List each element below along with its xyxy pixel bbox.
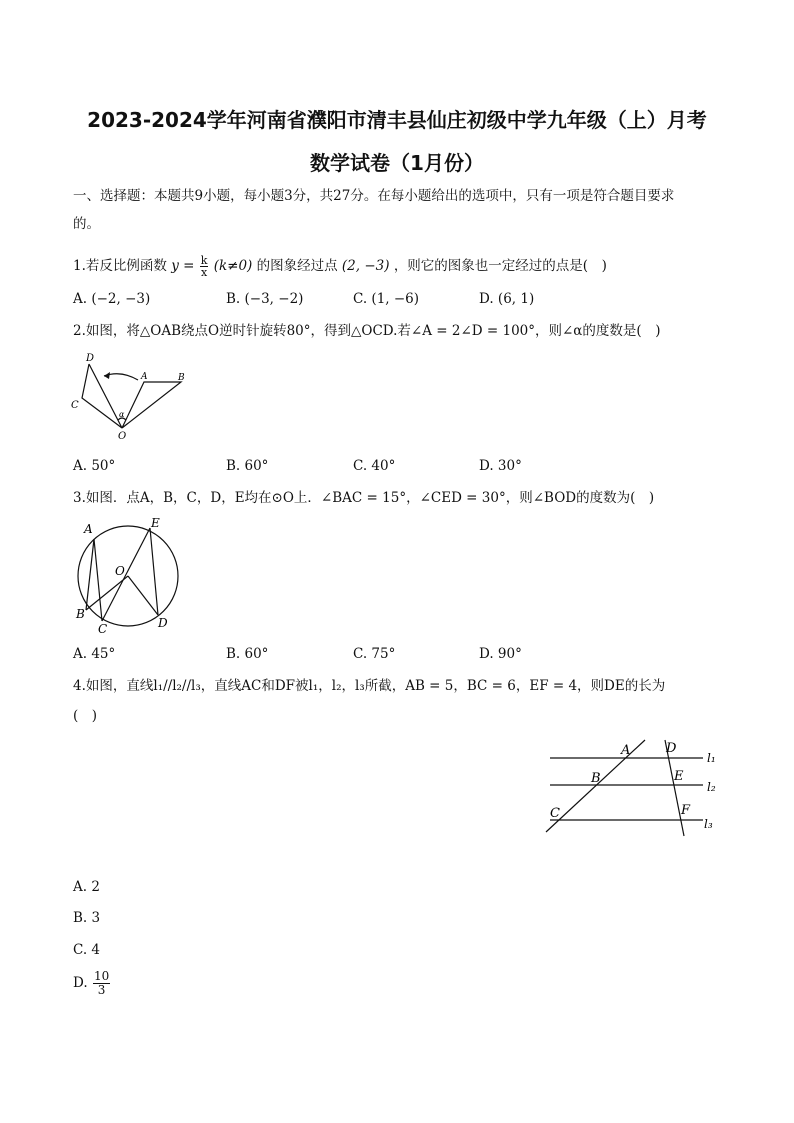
q1-frac-den: x bbox=[200, 266, 208, 279]
q1-mid: 的图象经过点 bbox=[256, 258, 338, 274]
q2-label-c: C bbox=[71, 400, 79, 411]
q3-label-o: O bbox=[115, 564, 125, 578]
q4-label-c: C bbox=[550, 806, 560, 821]
q2-label-a: A bbox=[141, 372, 148, 382]
q3-figure bbox=[72, 514, 184, 636]
q4-label-d: D bbox=[666, 741, 677, 756]
q4-label-l1: l₁ bbox=[707, 751, 716, 765]
section-heading-line2: 的。 bbox=[73, 216, 100, 232]
q1-option-c[interactable]: C. (1, −6) bbox=[353, 291, 420, 307]
q3-option-a[interactable]: A. 45° bbox=[73, 646, 116, 662]
q2-arrowhead bbox=[104, 372, 110, 379]
q3-chord-ec bbox=[102, 528, 150, 621]
q2-option-a[interactable]: A. 50° bbox=[73, 458, 116, 474]
q1-frac-num: k bbox=[200, 254, 208, 267]
q1-suffix: ，则它的图象也一定经过的点是( ) bbox=[393, 258, 607, 274]
q2-option-d[interactable]: D. 30° bbox=[479, 458, 522, 474]
q3-option-d[interactable]: D. 90° bbox=[479, 646, 522, 662]
q4-figure bbox=[540, 736, 725, 838]
q1-func-lhs: y = bbox=[171, 258, 195, 274]
q3-label-e: E bbox=[151, 516, 160, 530]
q2-label-alpha: α bbox=[119, 410, 125, 419]
q3-option-c[interactable]: C. 75° bbox=[353, 646, 396, 662]
q2-option-b[interactable]: B. 60° bbox=[226, 458, 269, 474]
q4-option-d-prefix: D. bbox=[73, 975, 88, 991]
q4-label-l3: l₃ bbox=[704, 817, 713, 831]
q3-chord-ab bbox=[86, 539, 94, 610]
q4-label-l2: l₂ bbox=[707, 780, 716, 794]
question-4-line2: ( ) bbox=[73, 708, 98, 724]
page-title-line2: 数学试卷（1月份） bbox=[310, 151, 484, 175]
q4-label-e: E bbox=[674, 769, 684, 784]
question-4-line1: 4.如图，直线l₁//l₂//l₃，直线AC和DF被l₁，l₂，l₃所截，AB = 5，BC = 6，EF = 4，则DE的长为 bbox=[73, 678, 666, 694]
q3-radius-ob bbox=[86, 576, 128, 610]
page-title-line1: 2023-2024学年河南省濮阳市清丰县仙庄初级中学九年级（上）月考 bbox=[87, 108, 707, 132]
q3-label-b: B bbox=[76, 607, 85, 621]
q2-option-c[interactable]: C. 40° bbox=[353, 458, 396, 474]
q4-option-a[interactable]: A. 2 bbox=[73, 879, 100, 895]
q4-option-d[interactable] bbox=[73, 970, 111, 997]
q4-option-d-den: 3 bbox=[97, 983, 106, 997]
question-1 bbox=[73, 255, 607, 278]
q2-label-b: B bbox=[178, 373, 185, 383]
q2-label-d: D bbox=[86, 353, 95, 364]
q1-prefix: 1.若反比例函数 bbox=[73, 258, 167, 274]
question-2: 2.如图，将△OAB绕点O逆时针旋转80°，得到△OCD.若∠A = 2∠D = 100°，则∠α的度数是( ) bbox=[73, 323, 661, 339]
q1-option-a[interactable]: A. (−2, −3) bbox=[73, 291, 151, 307]
q1-option-b[interactable]: B. (−3, −2) bbox=[226, 291, 304, 307]
q2-figure bbox=[66, 350, 196, 445]
q4-label-f: F bbox=[681, 803, 691, 818]
q3-label-c: C bbox=[98, 622, 108, 636]
q2-label-o: O bbox=[118, 431, 127, 442]
q1-fraction bbox=[200, 255, 209, 278]
q2-triangle-oab bbox=[122, 382, 181, 428]
q1-point: (2, −3) bbox=[341, 258, 390, 274]
section-heading-line1: 一、选择题：本题共9小题，每小题3分，共27分。在每小题给出的选项中，只有一项是符合题目要求 bbox=[73, 188, 675, 204]
q4-option-d-fraction bbox=[93, 970, 110, 997]
question-3: 3.如图．点A，B，C，D，E均在⊙O上．∠BAC = 15°，∠CED = 30°，则∠BOD的度数为( ) bbox=[73, 490, 655, 506]
section-heading bbox=[73, 182, 674, 238]
q4-option-b[interactable]: B. 3 bbox=[73, 910, 101, 926]
q3-radius-od bbox=[128, 576, 158, 615]
q3-chord-ac bbox=[94, 539, 102, 621]
q3-label-a: A bbox=[84, 522, 93, 536]
q1-func-cond: (k≠0) bbox=[213, 258, 253, 274]
q4-option-c[interactable]: C. 4 bbox=[73, 942, 101, 958]
q4-option-d-num: 10 bbox=[93, 969, 110, 983]
q4-label-b: B bbox=[591, 771, 601, 786]
q1-option-d[interactable]: D. (6, 1) bbox=[479, 291, 535, 307]
q4-label-a: A bbox=[621, 743, 631, 758]
q3-chord-ed bbox=[150, 528, 158, 615]
q3-label-d: D bbox=[158, 616, 168, 630]
q3-option-b[interactable]: B. 60° bbox=[226, 646, 269, 662]
